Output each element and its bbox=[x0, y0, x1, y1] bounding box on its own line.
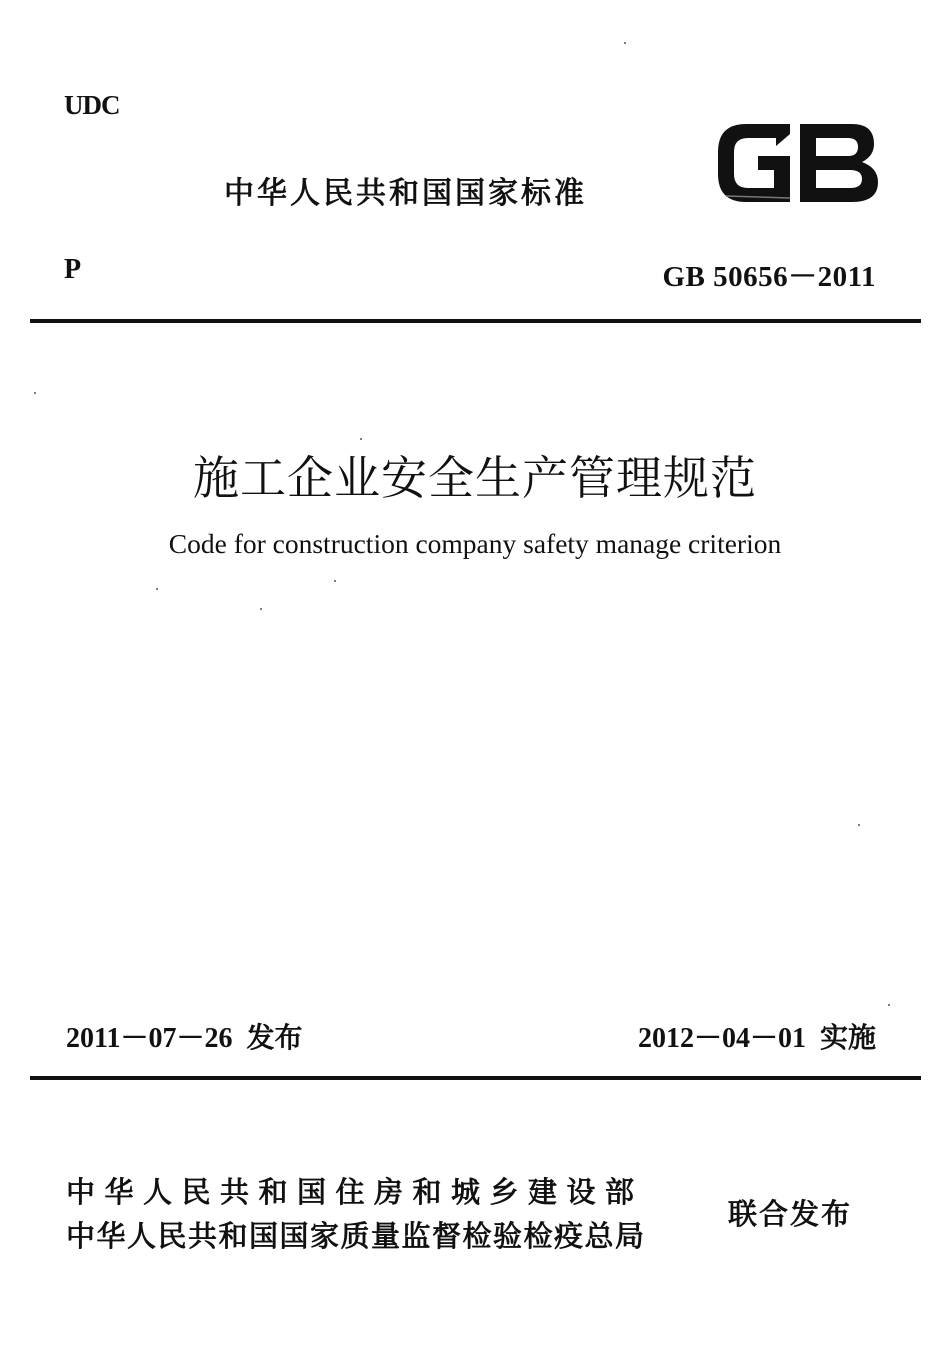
title-english: Code for construction company safety manage criterion bbox=[168, 528, 782, 559]
top-divider bbox=[30, 319, 921, 323]
standard-number: GB 50656－2011 bbox=[662, 261, 876, 293]
issuer-aqsiq: 中华人民共和国国家质量监督检验检疫总局 bbox=[66, 1219, 646, 1253]
issuer-ministry: 中华人民共和国住房和城乡建设部 bbox=[66, 1175, 644, 1209]
national-standard-heading: 中华人民共和国国家标准 bbox=[224, 176, 587, 211]
gb-logo-graphic bbox=[712, 118, 882, 208]
udc-label: UDC bbox=[64, 90, 120, 120]
title-chinese: 施工企业安全生产管理规范 bbox=[193, 453, 757, 504]
scan-speck bbox=[334, 580, 336, 582]
implementation-date: 2012－04－01 实施 bbox=[637, 1023, 876, 1054]
scan-speck bbox=[260, 608, 262, 610]
scan-speck bbox=[360, 438, 362, 440]
gb-logo bbox=[712, 118, 882, 208]
scan-speck bbox=[858, 824, 860, 826]
bottom-divider bbox=[30, 1076, 921, 1080]
classification-code: P bbox=[64, 254, 82, 285]
scan-speck bbox=[624, 42, 626, 44]
joint-release-label: 联合发布 bbox=[728, 1197, 853, 1231]
scan-speck bbox=[888, 1004, 890, 1006]
release-date: 2011－07－26 发布 bbox=[66, 1023, 303, 1054]
scan-speck bbox=[34, 392, 36, 394]
scan-speck bbox=[156, 588, 158, 590]
